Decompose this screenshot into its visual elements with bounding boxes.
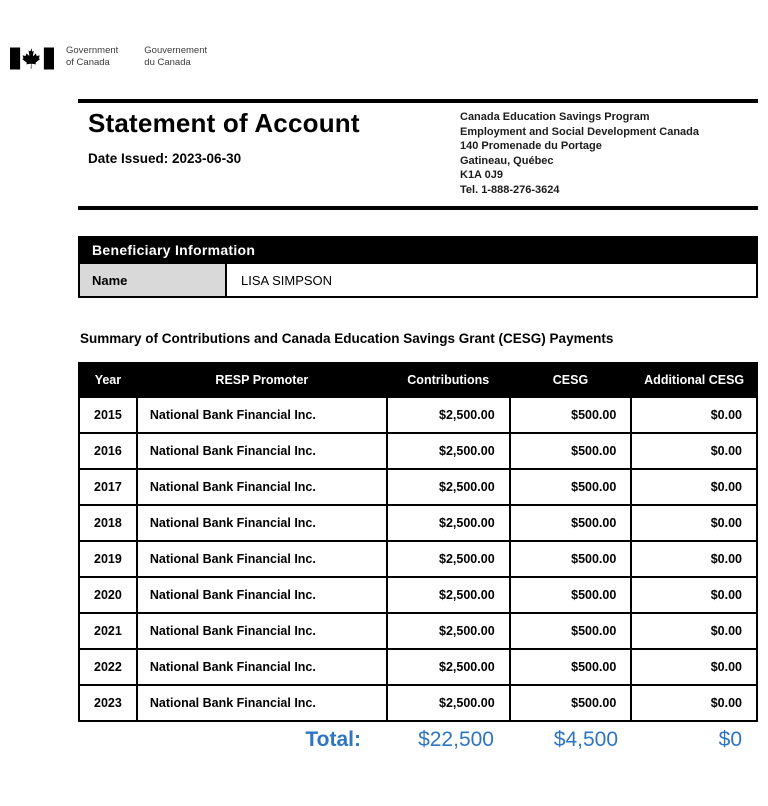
agency-address-block [460, 110, 699, 197]
additional-cesg-cell: $0.00 [631, 433, 757, 469]
fip-wordmark-french [144, 45, 207, 68]
cesg-cell: $500.00 [510, 613, 632, 649]
additional-cesg-cell: $0.00 [631, 505, 757, 541]
fip-english-line2: of Canada [66, 56, 110, 68]
table-row [79, 397, 757, 433]
additional-cesg-cell: $0.00 [631, 649, 757, 685]
beneficiary-information-table [78, 236, 758, 298]
agency-line: Employment and Social Development Canada [460, 125, 700, 138]
additional-cesg-cell: $0.00 [631, 613, 757, 649]
column-header-cesg: CESG [510, 363, 632, 397]
year-cell: 2022 [79, 649, 137, 685]
promoter-cell: National Bank Financial Inc. [137, 469, 387, 505]
beneficiary-section-title: Beneficiary Information [80, 238, 756, 262]
promoter-cell: National Bank Financial Inc. [137, 541, 387, 577]
year-cell: 2021 [79, 613, 137, 649]
additional-cesg-cell: $0.00 [631, 685, 757, 721]
beneficiary-name-row [80, 262, 756, 296]
contributions-cell: $2,500.00 [387, 505, 510, 541]
agency-line: Tel. 1-888-276-3624 [460, 183, 560, 196]
additional-cesg-cell: $0.00 [631, 469, 757, 505]
fip-english-line1: Government [66, 45, 119, 56]
table-row [79, 541, 757, 577]
column-header-contributions: Contributions [387, 363, 510, 397]
year-cell: 2018 [79, 505, 137, 541]
cesg-cell: $500.00 [510, 469, 632, 505]
fip-french-line2: du Canada [144, 56, 191, 68]
column-header-year: Year [79, 363, 137, 397]
promoter-cell: National Bank Financial Inc. [137, 433, 387, 469]
summary-table [78, 362, 758, 722]
agency-line: Gatineau, Québec [460, 154, 554, 167]
contributions-cell: $2,500.00 [387, 613, 510, 649]
additional-cesg-cell: $0.00 [631, 541, 757, 577]
column-header-additional-cesg: Additional CESG [631, 363, 757, 397]
table-row [79, 649, 757, 685]
table-row [79, 685, 757, 721]
fip-wordmark-english [66, 45, 118, 68]
table-row [79, 505, 757, 541]
fip-wordmark [66, 45, 207, 68]
column-header-promoter: RESP Promoter [137, 363, 387, 397]
agency-line: Canada Education Savings Program [460, 111, 650, 123]
promoter-cell: National Bank Financial Inc. [137, 397, 387, 433]
contributions-cell: $2,500.00 [387, 685, 510, 721]
table-row [79, 469, 757, 505]
year-cell: 2016 [79, 433, 137, 469]
contributions-cell: $2,500.00 [387, 397, 510, 433]
totals-row [78, 728, 758, 752]
contributions-cell: $2,500.00 [387, 577, 510, 613]
contributions-cell: $2,500.00 [387, 541, 510, 577]
canada-flag-icon [10, 47, 54, 70]
promoter-cell: National Bank Financial Inc. [137, 613, 387, 649]
summary-heading: Summary of Contributions and Canada Education Savings Grant (CESG) Payments [80, 331, 614, 346]
promoter-cell: National Bank Financial Inc. [137, 649, 387, 685]
contributions-cell: $2,500.00 [387, 469, 510, 505]
contributions-cell: $2,500.00 [387, 649, 510, 685]
total-additional-cesg: $0 [718, 728, 742, 751]
header-bottom-rule [78, 206, 758, 210]
additional-cesg-cell: $0.00 [631, 397, 757, 433]
year-cell: 2020 [79, 577, 137, 613]
header-top-rule [78, 99, 758, 103]
table-row [79, 433, 757, 469]
government-of-canada-signature [10, 45, 207, 70]
beneficiary-name-label: Name [80, 264, 227, 296]
agency-line: K1A 0J9 [460, 169, 504, 181]
promoter-cell: National Bank Financial Inc. [137, 577, 387, 613]
promoter-cell: National Bank Financial Inc. [137, 505, 387, 541]
cesg-cell: $500.00 [510, 505, 632, 541]
contributions-cell: $2,500.00 [387, 433, 510, 469]
year-cell: 2023 [79, 685, 137, 721]
cesg-cell: $500.00 [510, 541, 632, 577]
cesg-cell: $500.00 [510, 685, 632, 721]
date-issued: Date Issued: 2023-06-30 [88, 151, 242, 166]
cesg-cell: $500.00 [510, 649, 632, 685]
summary-header-row [79, 363, 757, 397]
cesg-cell: $500.00 [510, 577, 632, 613]
year-cell: 2015 [79, 397, 137, 433]
beneficiary-name-value: LISA SIMPSON [241, 272, 333, 288]
cesg-cell: $500.00 [510, 433, 632, 469]
total-cesg: $4,500 [553, 728, 618, 751]
additional-cesg-cell: $0.00 [631, 577, 757, 613]
total-label: Total: [305, 728, 361, 751]
total-contributions: $22,500 [418, 728, 494, 751]
agency-line: 140 Promenade du Portage [460, 140, 602, 152]
fip-french-line1: Gouvernement [144, 45, 208, 56]
promoter-cell: National Bank Financial Inc. [137, 685, 387, 721]
table-row [79, 613, 757, 649]
year-cell: 2017 [79, 469, 137, 505]
cesg-cell: $500.00 [510, 397, 632, 433]
year-cell: 2019 [79, 541, 137, 577]
table-row [79, 577, 757, 613]
document-title: Statement of Account [88, 108, 360, 138]
